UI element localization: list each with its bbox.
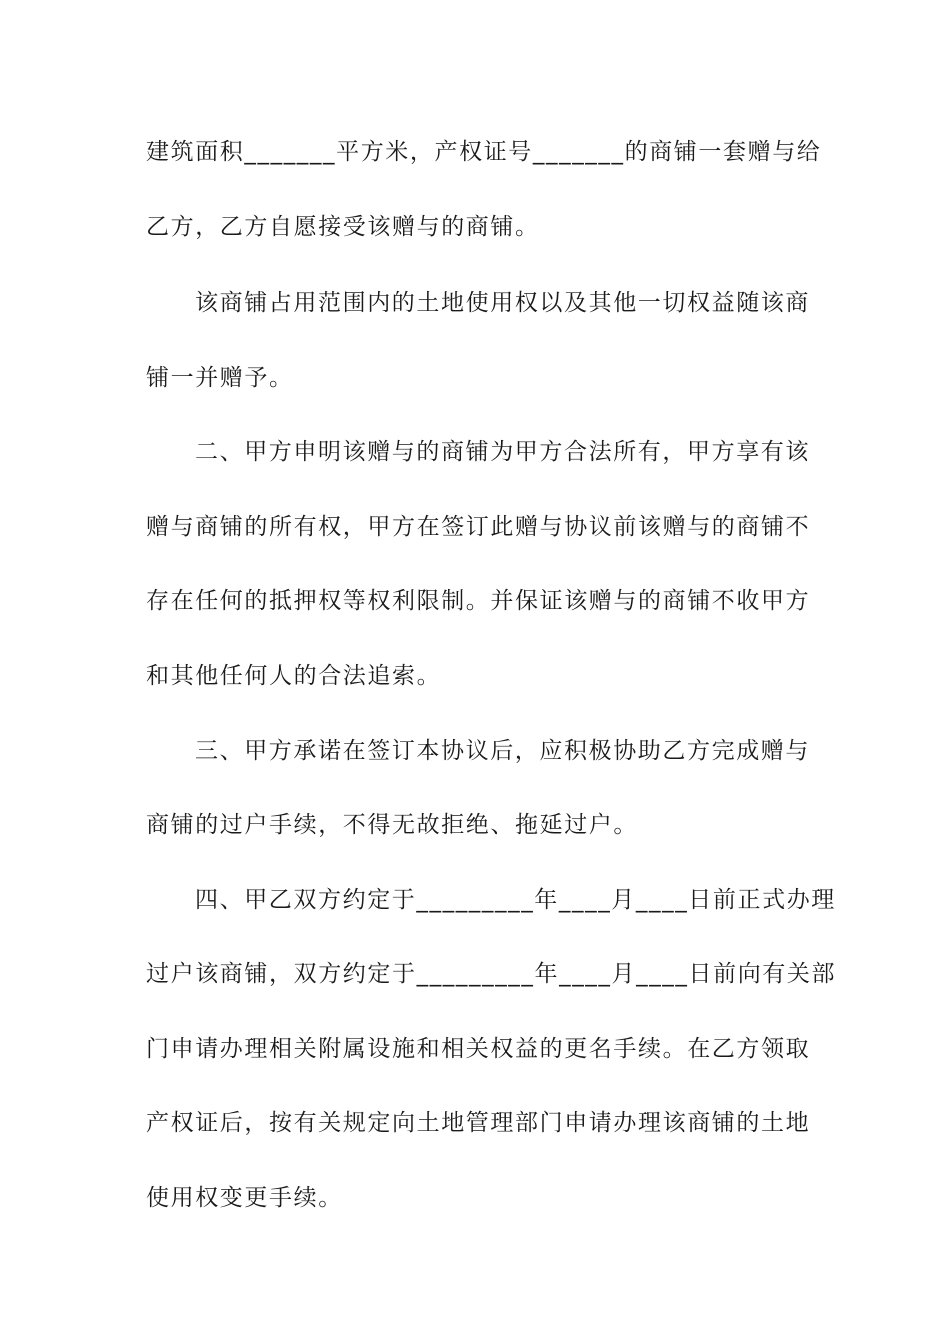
paragraph-first-line: 四、甲乙双方约定于_________年____月____日前正式办理	[195, 887, 836, 913]
paragraph-first-line: 该商铺占用范围内的土地使用权以及其他一切权益随该商	[195, 290, 810, 316]
text-line: 商铺的过户手续，不得无故拒绝、拖延过户。	[146, 812, 638, 838]
text-line: 使用权变更手续。	[146, 1185, 343, 1211]
paragraph-first-line: 二、甲方申明该赠与的商铺为甲方合法所有，甲方享有该	[195, 439, 810, 465]
paragraph-first-line: 三、甲方承诺在签订本协议后，应积极协助乙方完成赠与	[195, 738, 810, 764]
text-line: 建筑面积_______平方米，产权证号_______的商铺一套赠与给	[146, 139, 822, 165]
text-line: 铺一并赠予。	[146, 365, 294, 391]
text-line: 乙方，乙方自愿接受该赠与的商铺。	[146, 214, 540, 240]
text-line: 赠与商铺的所有权，甲方在签订此赠与协议前该赠与的商铺不	[146, 514, 811, 540]
text-line: 和其他任何人的合法追索。	[146, 663, 442, 689]
text-line: 门申请办理相关附属设施和相关权益的更名手续。在乙方领取	[146, 1036, 811, 1062]
text-line: 产权证后，按有关规定向土地管理部门申请办理该商铺的土地	[146, 1110, 811, 1136]
text-line: 过户该商铺，双方约定于_________年____月____日前向有关部	[146, 961, 837, 987]
text-line: 存在任何的抵押权等权利限制。并保证该赠与的商铺不收甲方	[146, 588, 811, 614]
